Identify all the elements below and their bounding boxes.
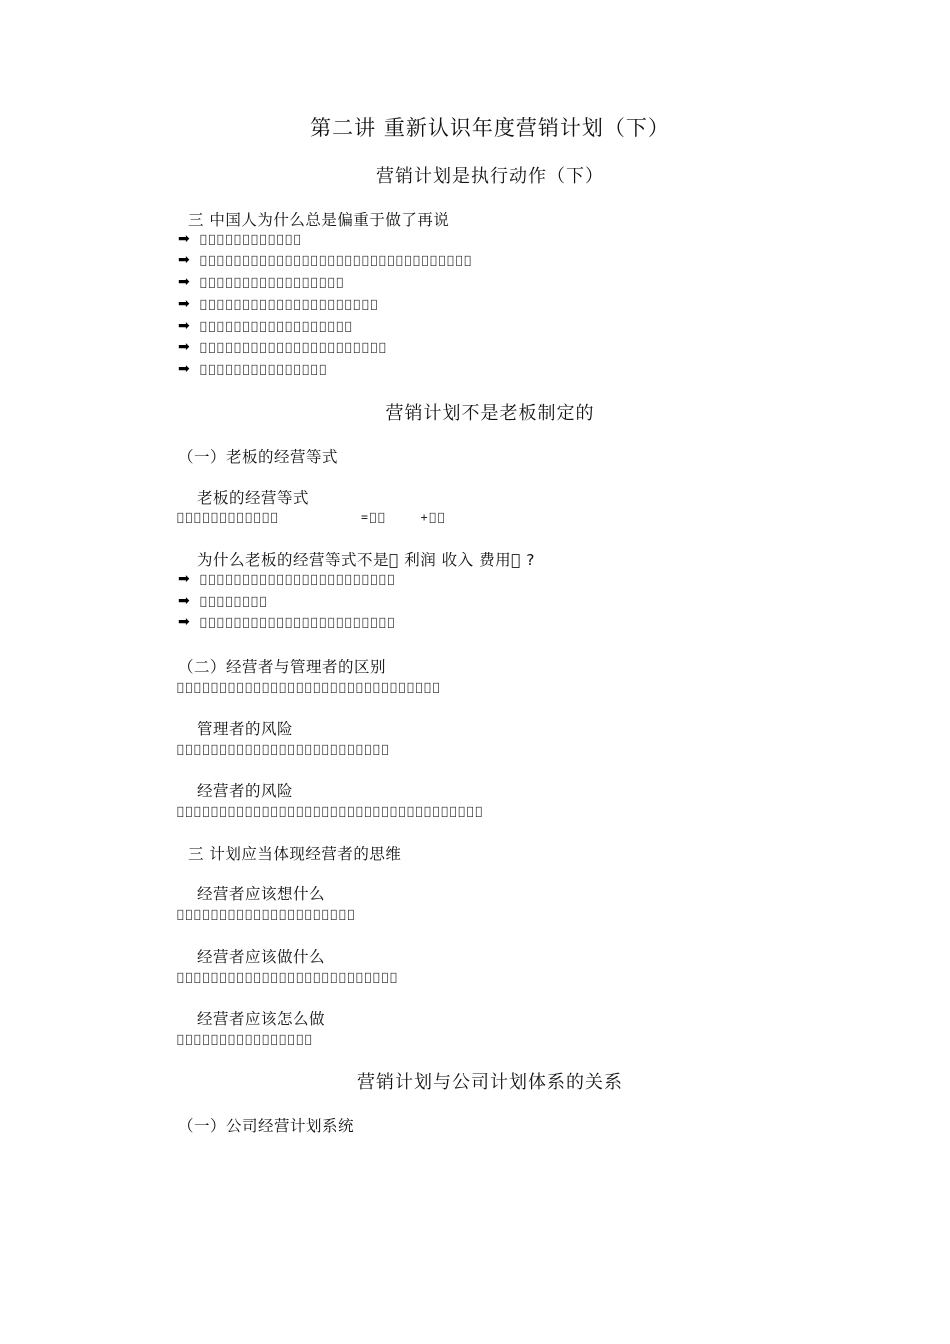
bullet-text: [200, 275, 345, 289]
bullet-text: [200, 362, 328, 376]
paragraph: [177, 907, 356, 921]
bullet-item: [178, 231, 302, 247]
bullet-item: [178, 274, 345, 290]
label-boss-equation: 老板的经营等式: [197, 489, 310, 507]
formula-right: = +: [361, 510, 447, 524]
arrow-bullet-icon: ➡: [178, 296, 190, 312]
paragraph: [177, 742, 391, 756]
bullet-text: [200, 572, 397, 586]
label-should-do: 经营者应该做什么: [197, 948, 326, 966]
arrow-bullet-icon: ➡: [178, 252, 190, 268]
paragraph: [177, 804, 484, 818]
subheading-company-plan-system: （一）公司经营计划系统: [178, 1117, 355, 1135]
formula-left: [177, 510, 280, 524]
arrow-bullet-icon: ➡: [178, 318, 190, 334]
subheading-boss-equation: （一）老板的经营等式: [178, 448, 339, 466]
paragraph: [177, 680, 442, 694]
paragraph: [177, 970, 399, 984]
label-manager-risk: 管理者的风险: [197, 720, 294, 738]
bullet-text: [200, 319, 354, 333]
page-title: 第二讲 重新认识年度营销计划（下）: [310, 116, 670, 140]
bullet-item: [178, 252, 473, 268]
label-how-to-do: 经营者应该怎么做: [197, 1010, 326, 1028]
section-heading-company-plan: 营销计划与公司计划体系的关系: [357, 1072, 623, 1093]
bullet-item: [178, 361, 328, 377]
section-heading-not-boss: 营销计划不是老板制定的: [385, 403, 595, 424]
bullet-item: [178, 571, 396, 587]
bullet-text: [200, 340, 388, 354]
arrow-bullet-icon: ➡: [178, 593, 190, 609]
label-operator-risk: 经营者的风险: [197, 782, 294, 800]
paragraph: [177, 1032, 314, 1046]
bullet-text: [200, 594, 269, 608]
arrow-bullet-icon: ➡: [178, 274, 190, 290]
bullet-item: [178, 318, 353, 334]
bullet-text: [200, 253, 473, 267]
arrow-bullet-icon: ➡: [178, 571, 190, 587]
label-should-think: 经营者应该想什么: [197, 885, 326, 903]
arrow-bullet-icon: ➡: [178, 614, 190, 630]
arrow-bullet-icon: ➡: [178, 361, 190, 377]
bullet-item: [178, 614, 396, 630]
bullet-text: [200, 297, 379, 311]
arrow-bullet-icon: ➡: [178, 231, 190, 247]
question-boss-equation: 为什么老板的经营等式不是 利润 收入 费用 ?: [197, 551, 516, 569]
subheading-operator-vs-manager: （二）经营者与管理者的区别: [178, 658, 387, 676]
bullet-item: [178, 593, 268, 609]
section-heading-execution: 营销计划是执行动作（下）: [376, 166, 604, 187]
subheading-why-act-first: 三 中国人为什么总是偏重于做了再说: [188, 211, 450, 229]
bullet-text: [200, 615, 397, 629]
bullet-item: [178, 296, 379, 312]
bullet-text: [200, 232, 303, 246]
arrow-bullet-icon: ➡: [178, 339, 190, 355]
bullet-item: [178, 339, 388, 355]
subheading-operator-thinking: 三 计划应当体现经营者的思维: [188, 845, 402, 863]
